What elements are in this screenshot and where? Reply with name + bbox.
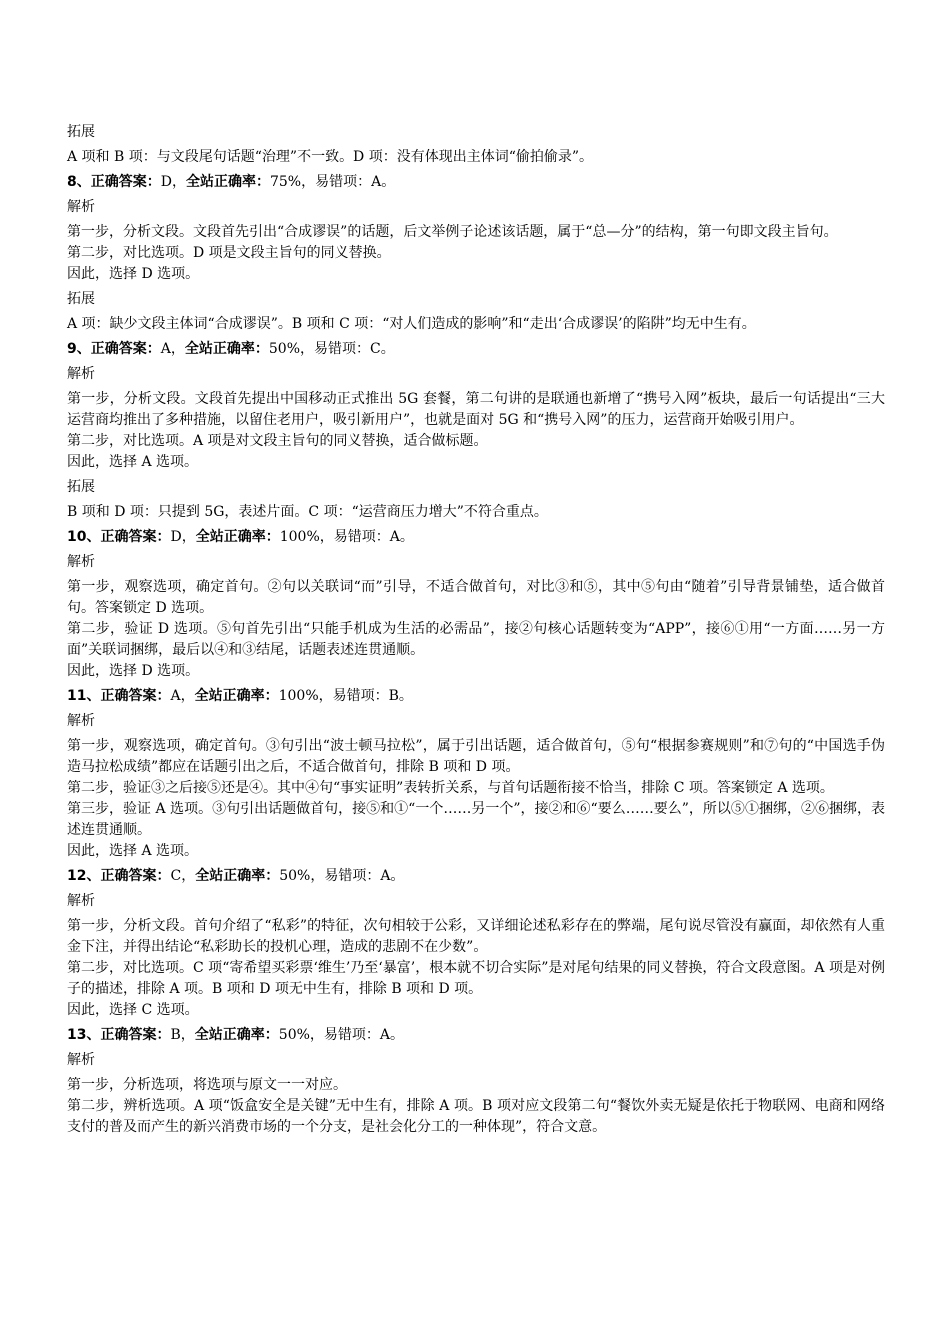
answer-heading (67, 172, 885, 193)
answer-label: 正确答案： (100, 529, 171, 545)
accuracy-and-error: 100%，易错项：B。 (278, 688, 413, 704)
section-label: 解析 (67, 199, 95, 215)
answer-value: A， (170, 688, 195, 704)
answer-label: 正确答案： (100, 868, 171, 884)
accuracy-label: 全站正确率： (194, 688, 279, 704)
paragraph: 第二步，对比选项。C 项“寄希望买彩票‘维生’乃至‘暴富’，根本就不切合实际”是对尾句结果的同义替换，符合文段意图。A 项是对例子的描述，排除 A 项。B 项和 D 项无中生有，排除 B 项和 D 项。 (67, 960, 885, 997)
paragraph: 第二步，验证③之后接⑤还是④。其中④句“事实证明”表转折关系，与首句话题衔接不恰当，排除 C 项。答案锁定 A 选项。 (67, 780, 834, 796)
paragraph: 因此，选择 A 选项。 (67, 843, 199, 859)
paragraph: 第一步，分析文段。首句介绍了“私彩”的特征，次句相较于公彩，又详细论述私彩存在的弊端，尾句说尽管没有赢面，却依然有人重金下注，并得出结论“私彩助长的投机心理，造成的悲剧不在少数”。 (67, 918, 885, 955)
question-number: 12、 (67, 868, 101, 884)
accuracy-and-error: 75%，易错项：A。 (269, 174, 396, 190)
paragraph: 因此，选择 C 选项。 (67, 1002, 199, 1018)
paragraph: 第二步，对比选项。D 项是文段主旨句的同义替换。 (67, 245, 391, 261)
accuracy-and-error: 50%，易错项：C。 (268, 341, 395, 357)
paragraph: 第三步，验证 A 选项。③句引出话题做首句，接⑤和①“一个……另一个”，接②和⑥“要么……要么”，所以⑤①捆绑，②⑥捆绑，表述连贯通顺。 (67, 801, 885, 838)
answer-label: 正确答案： (100, 688, 171, 704)
answer-value: B， (170, 1027, 195, 1043)
accuracy-and-error: 50%，易错项：A。 (279, 868, 405, 884)
answer-value: A， (160, 341, 185, 357)
paragraph: A 项和 B 项：与文段尾句话题“治理”不一致。D 项：没有体现出主体词“偷拍偷录”。 (67, 149, 594, 165)
paragraph: 第一步，分析文段。文段首先引出“合成谬误”的话题，后文举例子论述该话题，属于“总—分”的结构，第一句即文段主旨句。 (67, 224, 838, 240)
paragraph: 因此，选择 D 选项。 (67, 663, 200, 679)
paragraph: 第一步，观察选项，确定首句。③句引出“波士顿马拉松”，属于引出话题，适合做首句，⑤句“根据参赛规则”和⑦句的“中国选手伪造马拉松成绩”都应在话题引出之后，不适合做首句，排除 B 项和 D 项。 (67, 738, 885, 775)
section-label: 拓展 (67, 124, 95, 140)
answer-value: D， (160, 174, 186, 190)
answer-label: 正确答案： (100, 1027, 171, 1043)
paragraph: A 项：缺少文段主体词“合成谬误”。B 项和 C 项：“对人们造成的影响”和“走出‘合成谬误’的陷阱”均无中生有。 (67, 316, 756, 332)
question-number: 11、 (67, 688, 101, 704)
accuracy-label: 全站正确率： (194, 1027, 279, 1043)
answer-heading (67, 686, 885, 707)
answer-value: D， (170, 529, 196, 545)
paragraph: 第二步，对比选项。A 项是对文段主旨句的同义替换，适合做标题。 (67, 433, 488, 449)
answer-heading (67, 866, 885, 887)
document-page (67, 118, 885, 1138)
answer-heading (67, 339, 885, 360)
paragraph: 因此，选择 A 选项。 (67, 454, 199, 470)
paragraph: 第二步，辨析选项。A 项“饭盒安全是关键”无中生有，排除 A 项。B 项对应文段第二句“餐饮外卖无疑是依托于物联网、电商和网络支付的普及而产生的新兴消费市场的一个分支，是社会化分工的一种体现”，符合文意。 (67, 1098, 885, 1135)
paragraph: 第一步，分析文段。文段首先提出中国移动正式推出 5G 套餐，第二句讲的是联通也新增了“携号入网”板块，最后一句话提出“三大运营商均推出了多种措施，以留住老用户，吸引新用户”，也就是面对 5G 和“携号入网”的压力，运营商开始吸引用户。 (67, 391, 885, 428)
answer-value: C， (170, 868, 196, 884)
section-label: 拓展 (67, 479, 95, 495)
paragraph: 第一步，分析选项，将选项与原文一一对应。 (67, 1077, 347, 1093)
answer-heading (67, 527, 885, 548)
accuracy-label: 全站正确率： (185, 174, 270, 190)
question-number: 13、 (67, 1027, 101, 1043)
section-label: 解析 (67, 713, 95, 729)
answer-heading (67, 1025, 885, 1046)
question-number: 9、 (67, 341, 91, 357)
answer-label: 正确答案： (90, 341, 161, 357)
accuracy-and-error: 100%，易错项：A。 (279, 529, 414, 545)
paragraph: 第一步，观察选项，确定首句。②句以关联词“而”引导，不适合做首句，对比③和⑤，其中⑤句由“随着”引导背景铺垫，适合做首句。答案锁定 D 选项。 (67, 579, 885, 616)
accuracy-label: 全站正确率： (195, 529, 280, 545)
section-label: 解析 (67, 366, 95, 382)
answer-label: 正确答案： (90, 174, 161, 190)
accuracy-and-error: 50%，易错项：A。 (278, 1027, 405, 1043)
accuracy-label: 全站正确率： (184, 341, 269, 357)
question-number: 10、 (67, 529, 101, 545)
section-label: 解析 (67, 554, 95, 570)
question-number: 8、 (67, 174, 91, 190)
paragraph: 第二步，验证 D 选项。⑤句首先引出“只能手机成为生活的必需品”，接②句核心话题转变为“APP”，接⑥①用“一方面……另一方面”关联词捆绑，最后以④和③结尾，话题表述连贯通顺。 (67, 621, 885, 658)
section-label: 拓展 (67, 291, 95, 307)
paragraph: B 项和 D 项：只提到 5G，表述片面。C 项：“运营商压力增大”不符合重点。 (67, 504, 548, 520)
section-label: 解析 (67, 893, 95, 909)
section-label: 解析 (67, 1052, 95, 1068)
paragraph: 因此，选择 D 选项。 (67, 266, 200, 282)
accuracy-label: 全站正确率： (195, 868, 280, 884)
